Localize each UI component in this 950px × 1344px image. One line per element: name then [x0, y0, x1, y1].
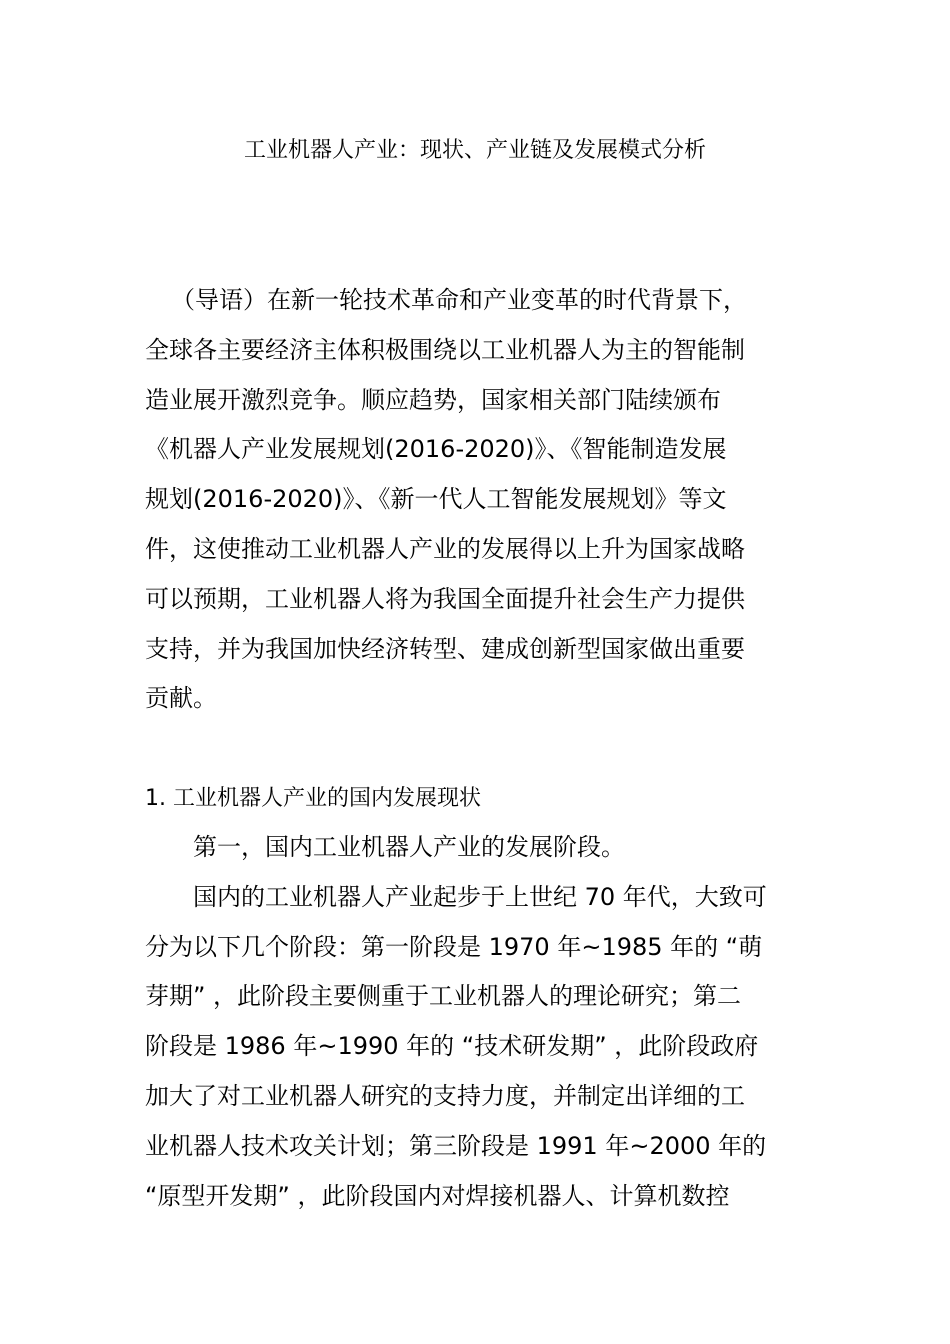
intro-line: 贡献。	[145, 684, 217, 713]
intro-line: 规划(2016-2020)》、《新一代人工智能发展规划》等文	[145, 485, 727, 514]
body-line: 分为以下几个阶段：第一阶段是 1970 年~1985 年的 “萌	[145, 932, 763, 961]
body-line: 芽期” ，此阶段主要侧重于工业机器人的理论研究；第二	[145, 982, 742, 1011]
body-line: 第一，国内工业机器人产业的发展阶段。	[193, 833, 625, 861]
body-line: 阶段是 1986 年~1990 年的 “技术研发期” ，此阶段政府	[145, 1032, 759, 1061]
intro-line: 支持，并为我国加快经济转型、建成创新型国家做出重要	[145, 634, 745, 663]
body-line: 业机器人技术攻关计划；第三阶段是 1991 年~2000 年的	[145, 1131, 767, 1160]
intro-line: （导语）在新一轮技术革命和产业变革的时代背景下，	[171, 286, 747, 314]
document-title: 工业机器人产业：现状、产业链及发展模式分析	[243, 138, 706, 163]
intro-line: 造业展开激烈竞争。顺应趋势，国家相关部门陆续颁布	[145, 385, 721, 414]
section-body	[145, 823, 815, 1221]
body-line: “原型开发期” ，此阶段国内对焊接机器人、计算机数控	[145, 1181, 730, 1210]
intro-line: 件，这使推动工业机器人产业的发展得以上升为国家战略	[145, 534, 745, 563]
intro-line: 可以预期，工业机器人将为我国全面提升社会生产力提供	[145, 584, 745, 613]
section-heading: 1. 工业机器人产业的国内发展现状	[145, 786, 481, 811]
body-line: 加大了对工业机器人研究的支持力度，并制定出详细的工	[145, 1081, 745, 1110]
intro-paragraph	[145, 276, 815, 724]
intro-line: 《机器人产业发展规划(2016-2020)》、《智能制造发展	[145, 435, 727, 464]
intro-line: 全球各主要经济主体积极围绕以工业机器人为主的智能制	[145, 335, 745, 364]
body-line: 国内的工业机器人产业起步于上世纪 70 年代，大致可	[193, 882, 767, 911]
